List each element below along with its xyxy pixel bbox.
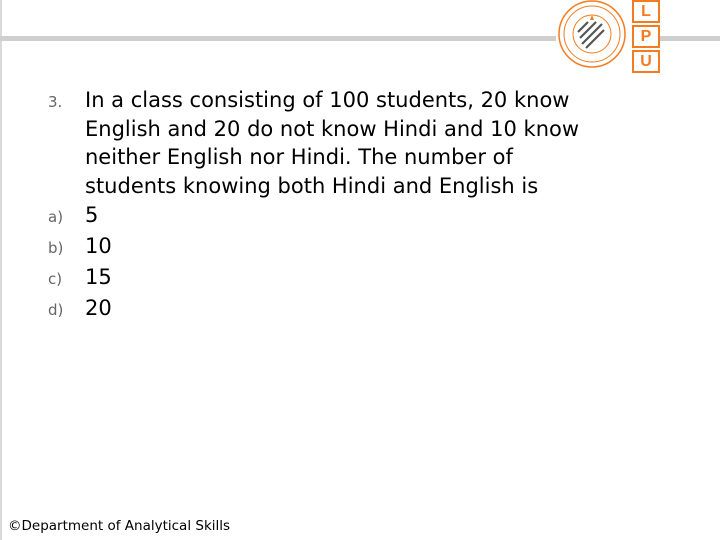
question-block [48,86,688,324]
option-c [48,262,688,293]
option-value: 5 [85,203,99,227]
logo-letter-u: U [632,50,660,73]
option-label: b) [48,239,64,257]
option-a [48,200,688,231]
logo-letter-l: L [632,0,660,23]
option-value: 15 [85,265,112,289]
question-line: students knowing both Hindi and English is [85,173,539,198]
lpu-logo [632,0,660,75]
university-seal-logo [556,0,628,70]
header-rule-right [660,36,720,41]
option-label: c) [48,270,63,288]
logo-letter-p: P [632,25,660,48]
question-line: In a class consisting of 100 students, 20 know [85,88,570,112]
question-line: English and 20 do not know Hindi and 10 know [85,116,580,141]
option-value: 10 [85,234,112,258]
footer-copyright: ©Department of Analytical Skills [8,518,231,534]
question-line: neither English nor Hindi. The number of [85,145,513,169]
question-stem [48,86,688,200]
option-label: d) [48,301,64,319]
left-border [0,0,2,540]
option-label: a) [48,208,64,226]
option-d [48,293,688,324]
option-value: 20 [85,296,112,320]
header-rule [0,36,556,41]
question-number: 3. [48,93,63,111]
option-b [48,231,688,262]
question-text [85,86,579,200]
